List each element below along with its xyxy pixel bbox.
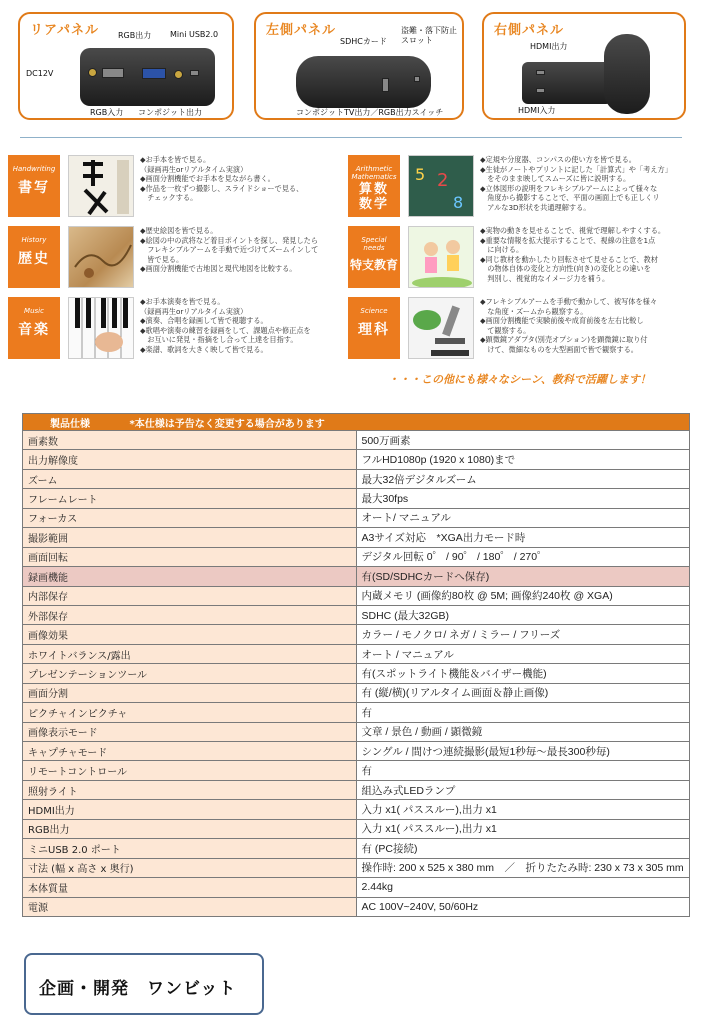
numbers-icon: [409, 156, 474, 217]
spec-value: SDHC (最大32GB): [356, 605, 690, 624]
mini-usb-port-icon: [190, 70, 199, 76]
spec-key: プレゼンテーションツール: [23, 664, 357, 683]
spec-value: 入力 x1( パススルー),出力 x1: [356, 800, 690, 819]
spec-key: 出力解像度: [23, 450, 357, 469]
spec-key: 画面回転: [23, 547, 357, 566]
subject-badge: [348, 297, 400, 359]
spec-key: 画素数: [23, 431, 357, 450]
spec-value: 2.44kg: [356, 878, 690, 897]
spec-header-note: *本仕様は予告なく変更する場合があります: [129, 418, 325, 430]
spec-value: 有: [356, 703, 690, 722]
spec-value: カラー / モノクロ/ ネガ / ミラー / フリーズ: [356, 625, 690, 644]
mini-usb-label: Mini USB2.0: [170, 30, 219, 39]
hdmi-out-port-icon: [536, 70, 545, 75]
spec-row: [23, 644, 690, 663]
right-panel-box: [482, 12, 686, 120]
spec-row: [23, 605, 690, 624]
spec-value: 最大30fps: [356, 489, 690, 508]
spec-row: [23, 780, 690, 799]
tagline: ・・・この他にも様々なシーン、教科で活躍します！: [388, 373, 651, 386]
spec-key: 本体質量: [23, 878, 357, 897]
spec-key: ズーム: [23, 469, 357, 488]
spec-row: [23, 625, 690, 644]
spec-key: 画面分割: [23, 683, 357, 702]
subject-science: [348, 297, 700, 361]
spec-key: 画像効果: [23, 625, 357, 644]
spec-row: [23, 800, 690, 819]
spec-value: 文章 / 景色 / 動画 / 顕微鏡: [356, 722, 690, 741]
subject-en: Science: [360, 307, 388, 315]
subject-jp: 書写: [18, 180, 50, 196]
spec-row: [23, 897, 690, 916]
spec-row: [23, 722, 690, 741]
spec-value: 有(スポットライト機能＆バイザー機能): [356, 664, 690, 683]
section-divider: [20, 137, 682, 138]
subject-special-needs: [348, 226, 700, 290]
subject-desc: ◆お手本を皆で見る。 （録画再生orリアルタイム実演） ◆画面分割機能でお手本を見ながら書く。 ◆作品を一枚ずつ撮影し、スライドショーで見る、 チェックする。: [140, 155, 304, 203]
spec-value: オート/ マニュアル: [356, 508, 690, 527]
svg-text:5: 5: [415, 165, 426, 184]
special-needs-image: [408, 226, 474, 288]
developer-credit-box: [24, 953, 264, 1015]
spec-value: フルHD1080p (1920 x 1080)まで: [356, 450, 690, 469]
piano-image: [68, 297, 134, 359]
subject-handwriting: [8, 155, 344, 219]
spec-value: 最大32倍デジタルズーム: [356, 469, 690, 488]
spec-key: 録画機能: [23, 567, 357, 586]
spec-key: ミニUSB 2.0 ポート: [23, 839, 357, 858]
spec-table: [22, 413, 690, 917]
spec-value: 有: [356, 761, 690, 780]
rear-panel-title: リアパネル: [30, 23, 99, 38]
spec-value: シングル / 間けつ連続撮影(最短1秒毎～最長300秒毎): [356, 742, 690, 761]
svg-text:2: 2: [437, 170, 449, 191]
spec-value: 組込み式LEDランプ: [356, 780, 690, 799]
dc-label: DC12V: [26, 69, 54, 78]
subject-en: Arithmetic Mathematics: [351, 165, 397, 181]
spec-value: 有 (縦/横)(リアルタイム画面＆静止画像): [356, 683, 690, 702]
rgb-in-label: RGB入力: [90, 108, 124, 117]
spec-value: 内蔵メモリ (画像約80枚 @ 5M; 画像約240枚 @ XGA): [356, 586, 690, 605]
subject-jp: 歴史: [18, 251, 50, 267]
spec-value: オート / マニュアル: [356, 644, 690, 663]
spec-value: A3サイズ対応 *XGA出力モード時: [356, 528, 690, 547]
left-device-image: [296, 56, 431, 108]
microscope-image: [408, 297, 474, 359]
output-switch-label: コンポジットTV出力／RGB出力スイッチ: [296, 108, 444, 117]
spec-row: [23, 878, 690, 897]
subject-badge: [348, 155, 400, 217]
spec-value: 入力 x1( パススルー),出力 x1: [356, 819, 690, 838]
subject-en: Music: [24, 307, 44, 315]
subject-badge: [8, 226, 60, 288]
security-slot-icon: [414, 76, 420, 82]
spec-key: フォーカス: [23, 508, 357, 527]
subject-music: [8, 297, 344, 361]
composite-port-icon: [174, 70, 183, 79]
spec-value: AC 100V~240V, 50/60Hz: [356, 897, 690, 916]
hdmi-in-port-icon: [536, 88, 545, 93]
subject-jp: 理科: [358, 322, 390, 338]
rgb-out-port-icon: [142, 68, 166, 79]
spec-value: デジタル回転 0゜ / 90゜ / 180゜ / 270゜: [356, 547, 690, 566]
subject-badge: [8, 297, 60, 359]
spec-row: [23, 858, 690, 877]
spec-key: 寸法 (幅 x 高さ x 奥行): [23, 858, 357, 877]
spec-row: [23, 664, 690, 683]
spec-key: 撮影範囲: [23, 528, 357, 547]
hdmi-in-label: HDMI入力: [518, 106, 556, 115]
right-device-arm: [604, 34, 650, 114]
spec-row: [23, 742, 690, 761]
hdmi-out-label: HDMI出力: [530, 42, 568, 51]
subject-desc: ◆定規や分度器、コンパスの使い方を皆で見る。 ◆生徒がノートやプリントに記した「計算式」や「考え方」 をそのまま映してスムーズに皆に説明する。 ◆立体図形の説明をフレキシブルアームによって様々な 角度から撮影することで、平面の画面上でも正しくリ アルな3D形状を共通理解する。: [480, 155, 672, 212]
spec-row: [23, 683, 690, 702]
spec-header-title: 製品仕様: [50, 418, 90, 430]
security-slot-label: 盗難・落下防止 スロット: [401, 26, 457, 45]
subject-jp: 算数 数学: [358, 182, 389, 212]
calligraphy-image: [68, 155, 134, 217]
spec-row: [23, 703, 690, 722]
spec-key: リモートコントロール: [23, 761, 357, 780]
children-illustration-icon: [409, 227, 474, 288]
composite-label: コンポジット出力: [138, 108, 202, 117]
spec-row: [23, 567, 690, 586]
spec-row: [23, 547, 690, 566]
spec-value: 有(SD/SDHCカードへ保存): [356, 567, 690, 586]
spec-header-cell: [23, 414, 690, 431]
spec-key: フレームレート: [23, 489, 357, 508]
spec-row: [23, 431, 690, 450]
spec-row: [23, 761, 690, 780]
spec-key: RGB出力: [23, 819, 357, 838]
spec-key: 照射ライト: [23, 780, 357, 799]
right-device-image: [522, 62, 612, 104]
subject-desc: ◆フレキシブルアームを手動で動かして、被写体を様々 な角度・ズームから観察する。 ◆画面分割機能で実験前後や成育前後を左右比較し て観察する。 ◆顕微鏡アダプタ(別売オプション)を顕微鏡に取り付 けて、微細なものを大型画面で皆で観察する。: [480, 297, 658, 354]
calligraphy-brush-icon: [69, 156, 134, 217]
developer-credit: 企画・開発 ワンビット: [39, 979, 237, 999]
spec-value: 有 (PC接続): [356, 839, 690, 858]
spec-key: ピクチャインピクチャ: [23, 703, 357, 722]
spec-key: 内部保存: [23, 586, 357, 605]
spec-row: [23, 839, 690, 858]
subject-desc: ◆お手本演奏を皆で見る。 （録画再生orリアルタイム実演） ◆演奏、合唱を録画して皆で視聴する。 ◆歌唱や演奏の練習を録画をして、課題点や修正点を お互いに発見・指摘をし合って上達を目指す。 ◆楽譜、歌詞を大きく映して皆で見る。: [140, 297, 311, 354]
math-blackboard-image: [408, 155, 474, 217]
subject-en: Special needs: [361, 236, 387, 252]
subject-desc: ◆実物の動きを見せることで、視覚で理解しやすくする。 ◆重要な情報を拡大提示することで、視線の注意を1点 に向ける。 ◆同じ教材を動かしたり回転させて見せることで、教材 の物体自体の変化と方向性(向き)の変化との違いを 判別し、視覚的なイメージ力を補う。: [480, 226, 666, 283]
left-panel-box: [254, 12, 464, 120]
sd-slot-icon: [382, 78, 389, 92]
spec-header-row: [23, 414, 690, 431]
rgb-in-port-icon: [102, 68, 124, 78]
spec-key: ホワイトバランス/露出: [23, 644, 357, 663]
dc-port-icon: [88, 68, 97, 77]
subject-en: History: [21, 236, 47, 244]
sdhc-label: SDHCカード: [340, 37, 387, 46]
subject-badge: [348, 226, 400, 288]
piano-keys-icon: [69, 298, 134, 359]
spec-key: 画像表示モード: [23, 722, 357, 741]
microscope-icon: [409, 298, 474, 359]
rear-panel-box: [18, 12, 234, 120]
subject-en: Handwriting: [12, 165, 56, 173]
rear-device-image: [80, 48, 215, 106]
rgb-out-label: RGB出力: [118, 31, 152, 40]
spec-key: 電源: [23, 897, 357, 916]
subject-jp: 音楽: [18, 322, 50, 338]
subject-desc: ◆歴史絵図を皆で見る。 ◆絵図の中の武将など着目ポイントを探し、発見したら フレキシブルアームを手動で近づけてズームインして 皆で見る。 ◆画面分割機能で古地図と現代地図を比較する。: [140, 226, 319, 274]
spec-row: [23, 489, 690, 508]
subject-math: [348, 155, 700, 219]
spec-row: [23, 586, 690, 605]
spec-row: [23, 469, 690, 488]
subject-badge: [8, 155, 60, 217]
spec-row: [23, 508, 690, 527]
left-panel-title: 左側パネル: [266, 23, 337, 38]
history-map-image: [68, 226, 134, 288]
spec-value: 操作時: 200 x 525 x 380 mm ／ 折りたたみ時: 230 x 73 x 305 mm: [356, 858, 690, 877]
spec-key: 外部保存: [23, 605, 357, 624]
spec-key: HDMI出力: [23, 800, 357, 819]
subject-history: [8, 226, 344, 290]
svg-text:8: 8: [453, 193, 464, 212]
subject-jp: 特支教育: [349, 258, 398, 272]
spec-row: [23, 528, 690, 547]
spec-key: キャプチャモード: [23, 742, 357, 761]
right-panel-title: 右側パネル: [494, 23, 565, 38]
spec-row: [23, 450, 690, 469]
spec-row: [23, 819, 690, 838]
spec-value: 500万画素: [356, 431, 690, 450]
map-icon: [69, 227, 134, 288]
